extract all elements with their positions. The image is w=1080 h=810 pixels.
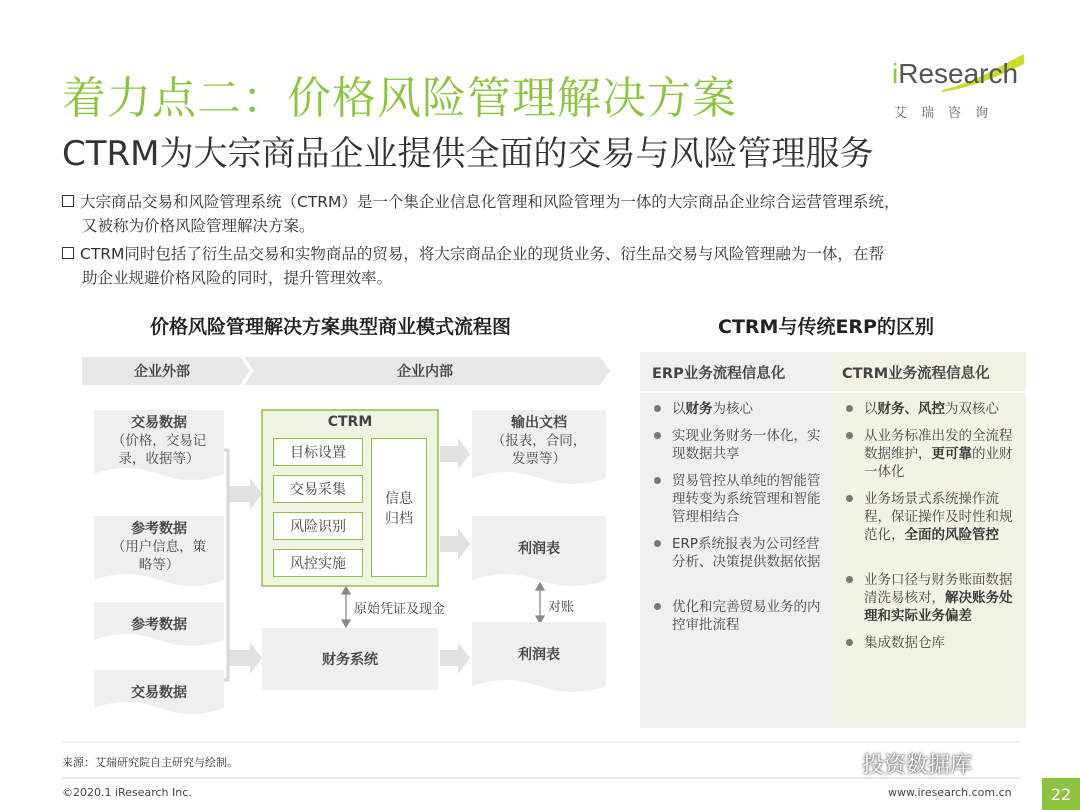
bullet-dot-icon xyxy=(654,540,661,547)
logo-brand: iResearch xyxy=(892,58,1019,89)
ctrm-item: 业务场景式系统操作流程，保证操作及时性和规范化，全面的风险管控 xyxy=(864,490,1016,544)
flowchart-title: 价格风险管理解决方案典型商业模式流程图 xyxy=(150,316,512,338)
arrow-left-to-ctrm xyxy=(228,478,262,510)
copyright: ©2020.1 iResearch Inc. xyxy=(62,786,192,799)
bullet-dot-icon xyxy=(654,603,661,610)
bullet-1: 大宗商品交易和风险管理系统（CTRM）是一个集企业信息化管理和风险管理为一体的大宗商品企业综合运营管理系统， 又被称为价格风险管理解决方案。 xyxy=(62,190,1042,238)
source-note: 来源：艾瑞研究院自主研究与绘制。 xyxy=(62,756,238,769)
arrow-ctrm-to-output xyxy=(440,438,470,470)
watermark: 投资数据库 xyxy=(862,753,973,778)
label-reconcile: 对账 xyxy=(548,600,575,615)
doc-trade-data: 交易数据 （价格，交易记 录，收据等） xyxy=(111,415,207,467)
erp-item: 以财务为核心 xyxy=(672,400,824,418)
doc-profit-statement-1: 利润表 xyxy=(518,541,560,557)
module-risk-control: 风控实施 xyxy=(273,549,363,577)
erp-item: 实现业务财务一体化，实现数据共享 xyxy=(672,427,824,463)
comparison-title: CTRM与传统ERP的区别 xyxy=(718,316,934,338)
module-trade-capture: 交易采集 xyxy=(273,475,363,503)
label-voucher-cash: 原始凭证及现金 xyxy=(354,602,446,617)
logo-chinese: 艾瑞咨询 xyxy=(894,106,1003,121)
ctrm-item: 业务口径与财务账面数据清洗易核对，解决账务处理和实际业务偏差 xyxy=(864,571,1016,625)
module-target-setting: 目标设置 xyxy=(273,438,363,466)
bullet-dot-icon xyxy=(846,432,853,439)
doc-profit-statement-2: 利润表 xyxy=(518,647,560,663)
arrow-finance-to-profit xyxy=(440,642,470,674)
module-info-archive: 信息 归档 xyxy=(371,438,427,577)
website: www.iresearch.com.cn xyxy=(888,786,1012,799)
ctrm-item: 集成数据仓库 xyxy=(864,634,1016,652)
page-title: 着力点二：价格风险管理解决方案 xyxy=(62,73,737,124)
bullet-2: CTRM同时包括了衍生品交易和实物商品的贸易，将大宗商品企业的现货业务、衍生品交易与风险管理融为一体，在帮 助企业规避价格风险的同时，提升管理效率。 xyxy=(62,242,1042,290)
doc-output: 输出文档 （报表，合同， 发票等） xyxy=(491,415,587,467)
band-internal: 企业内部 xyxy=(397,364,453,380)
bullet-dot-icon xyxy=(846,405,853,412)
bullet-dot-icon xyxy=(654,405,661,412)
doc-trade-data-2: 交易数据 xyxy=(131,685,187,701)
band-external: 企业外部 xyxy=(134,364,190,380)
arrow-left-to-finance xyxy=(228,642,262,674)
page-subtitle: CTRM为大宗商品企业提供全面的交易与风险管理服务 xyxy=(62,134,874,174)
finance-system: 财务系统 xyxy=(322,652,378,668)
doc-reference-data: 参考数据 （用户信息，策 略等） xyxy=(111,521,207,573)
doc-reference-data-2: 参考数据 xyxy=(131,617,187,633)
erp-item: 优化和完善贸易业务的内控审批流程 xyxy=(672,598,824,634)
bullet-dot-icon xyxy=(846,576,853,583)
erp-item: 贸易管控从单纯的智能管理转变为系统管理和智能管理相结合 xyxy=(672,472,824,526)
module-risk-identification: 风险识别 xyxy=(273,512,363,540)
ctrm-item: 以财务、风控为双核心 xyxy=(864,400,1016,418)
page-number: 22 xyxy=(1042,778,1080,810)
bullet-dot-icon xyxy=(654,432,661,439)
ctrm-item: 从业务标准出发的全流程数据维护，更可靠的业财一体化 xyxy=(864,427,1016,481)
ctrm-column-header: CTRM业务流程信息化 xyxy=(842,366,990,382)
bullet-dot-icon xyxy=(846,639,853,646)
ctrm-title: CTRM xyxy=(327,414,373,430)
erp-item: ERP系统报表为公司经营分析、决策提供数据依据 xyxy=(672,535,824,571)
erp-column-header: ERP业务流程信息化 xyxy=(652,366,786,382)
bullet-dot-icon xyxy=(654,477,661,484)
bullet-dot-icon xyxy=(846,495,853,502)
arrow-ctrm-to-profit xyxy=(440,528,470,560)
